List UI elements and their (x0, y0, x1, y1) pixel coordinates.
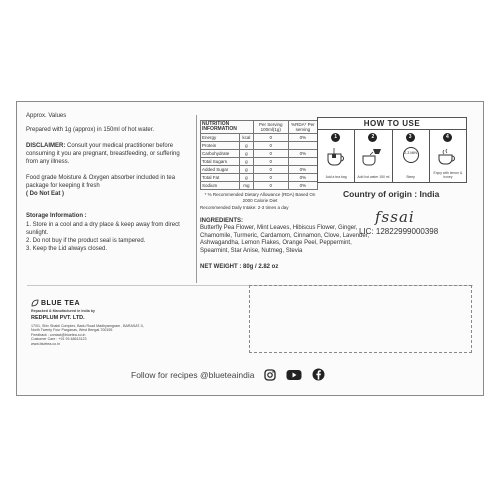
storage-item: 2. Do not buy if the product seal is tampered. (26, 238, 146, 244)
how-to-use-title: HOW TO USE (318, 118, 466, 130)
address-line: North Twenty Four Parganas, West Bengal-700155 (31, 328, 113, 333)
nutrient-value: 0 (253, 150, 288, 158)
timer-label: 2-3 MIN (404, 151, 418, 155)
storage-title: Storage Information : (26, 213, 87, 219)
nutrient-value: 0 (253, 166, 288, 174)
step-caption: Enjoy with lemon & honey (433, 171, 463, 179)
ingredients-text: Butterfly Pea Flower, Mint Leaves, Hibiscus Flower, Ginger, Chamomile, Turmeric, Cardamom, Cinnamon, Clove, Lavender, Ashwagandha, Lemon Flakes, Orange Peel, Peppermint, Spearmint, Star Anise, Nutmeg, Stevia (200, 225, 370, 254)
address-line: 17/01, Shiv Shakti Complex, Badu Road Madhyamgram , BARASAT-II, (31, 323, 144, 328)
step-caption: Steep (406, 175, 416, 179)
step-number: 4 (443, 133, 452, 142)
teabag-cup-icon (325, 148, 347, 166)
company-name: REDPLUM PVT. LTD. (31, 314, 85, 321)
nutrient-value: 0 (253, 134, 288, 142)
nutrient-rda: 0% (288, 166, 317, 174)
step-caption: Add hot water 150 ml (357, 175, 390, 179)
nutrient-name: Carbohydrate (201, 150, 240, 158)
how-to-use-column (317, 117, 477, 236)
table-row (201, 166, 318, 174)
ingredients-title: INGREDIENTS: (200, 218, 244, 224)
daily-intake-note: Recommended Daily Intake: 2-3 times a day (200, 205, 289, 210)
nutrition-table (200, 120, 318, 190)
country-of-origin: Country of origin : India (343, 189, 440, 199)
nutrient-unit: g (239, 158, 253, 166)
timer-icon (403, 147, 419, 163)
nutrient-name: Protein (201, 142, 240, 150)
feedback-line: Feedback : contact@bluetea.co.in (31, 332, 86, 337)
nutrient-name: Total Fat (201, 174, 240, 182)
follow-text: Follow for recipes @blueteaindia (131, 369, 255, 380)
nutrient-unit: kcal (239, 134, 253, 142)
how-to-use-steps (318, 130, 466, 182)
disclaimer-text: Consult your medical practitioner before consuming it you are pregnant, breastfeeding, or suffering from any illness. (26, 143, 180, 165)
nutrient-name: Added Sugar (201, 166, 240, 174)
nutrient-unit: g (239, 174, 253, 182)
youtube-icon[interactable] (286, 369, 302, 381)
facebook-icon[interactable] (312, 368, 325, 381)
nutrition-header-row (201, 121, 318, 134)
absorber-text (26, 174, 184, 198)
step-1 (318, 130, 355, 182)
customer-care-line: Customer Care : +91 93 48613123 (31, 337, 87, 342)
nutrient-value: 0 (253, 158, 288, 166)
nutrient-value: 0 (253, 182, 288, 190)
table-row (201, 134, 318, 142)
nutrient-rda: 0% (288, 134, 317, 142)
disclaimer-label: DISCLAIMER: (26, 143, 66, 149)
prepared-text: Prepared with 1g (approx) in 150ml of hot water. (26, 127, 155, 133)
kettle-pour-icon (361, 148, 385, 166)
step-4 (430, 130, 466, 182)
website-line: www.bluetea.co.in (31, 341, 60, 346)
nutrient-name: Energy (201, 134, 240, 142)
rda-header: %RDA* Per serving (288, 121, 317, 134)
nutrient-value: 0 (253, 142, 288, 150)
nutrient-rda: 0% (288, 174, 317, 182)
step-2 (355, 130, 392, 182)
barcode-area (249, 285, 472, 353)
how-to-use-panel (317, 117, 467, 183)
nutrient-unit: g (239, 150, 253, 158)
tea-cup-icon (437, 148, 459, 166)
absorber-note: Food grade Moisture & Oxygen absorber included in tea package for keeping it fresh (26, 175, 176, 189)
step-3 (393, 130, 430, 182)
nutrient-unit: mg (239, 182, 253, 190)
nutrient-name: Sodium (201, 182, 240, 190)
nutrient-rda: 0% (288, 150, 317, 158)
table-row (201, 150, 318, 158)
nutrient-rda (288, 158, 317, 166)
rda-note: * % Recommended Dietary Allowance (RDA) Based On 2000 Calorie Diet (204, 192, 316, 203)
nutrient-unit: g (239, 166, 253, 174)
nutrient-unit: g (239, 142, 253, 150)
left-info-column (26, 112, 184, 253)
license-number: LIC: 12822999000398 (359, 227, 439, 236)
brand-logo (31, 299, 237, 307)
table-row (201, 174, 318, 182)
step-caption: Add a tea bag (325, 175, 347, 179)
nutrient-name: Total Sugars (201, 158, 240, 166)
nutrient-rda: 0% (288, 182, 317, 190)
nutrient-value: 0 (253, 174, 288, 182)
storage-item: 1. Store in a cool and a dry place & keep away from direct sunlight. (26, 222, 180, 236)
table-row (201, 182, 318, 190)
leaf-icon (31, 299, 39, 307)
per-serving-header: Per Serving 100ml(1g) (253, 121, 288, 134)
disclaimer (26, 142, 184, 166)
nutrition-title: NUTRITION INFORMATION (201, 121, 254, 134)
product-label (16, 101, 484, 396)
instagram-icon[interactable] (264, 369, 276, 381)
do-not-eat-note: ( Do Not Eat ) (26, 191, 64, 197)
table-row (201, 142, 318, 150)
brand-name: BLUE TEA (41, 299, 80, 307)
net-weight: NET WEIGHT : 80g / 2.82 oz (200, 264, 279, 271)
table-row (201, 158, 318, 166)
manufacturer-info (31, 299, 237, 361)
repacked-label: Repacked & Manufactured in India by (31, 309, 95, 313)
step-number: 3 (406, 133, 415, 142)
step-number: 2 (368, 133, 377, 142)
nutrient-rda (288, 142, 317, 150)
step-number: 1 (331, 133, 340, 142)
social-follow-row (131, 368, 325, 381)
storage-item: 3. Keep the Lid always closed. (26, 246, 108, 252)
approx-values-title: Approx. Values (26, 113, 67, 119)
fssai-logo: fssai (375, 208, 415, 226)
column-divider (196, 115, 197, 283)
